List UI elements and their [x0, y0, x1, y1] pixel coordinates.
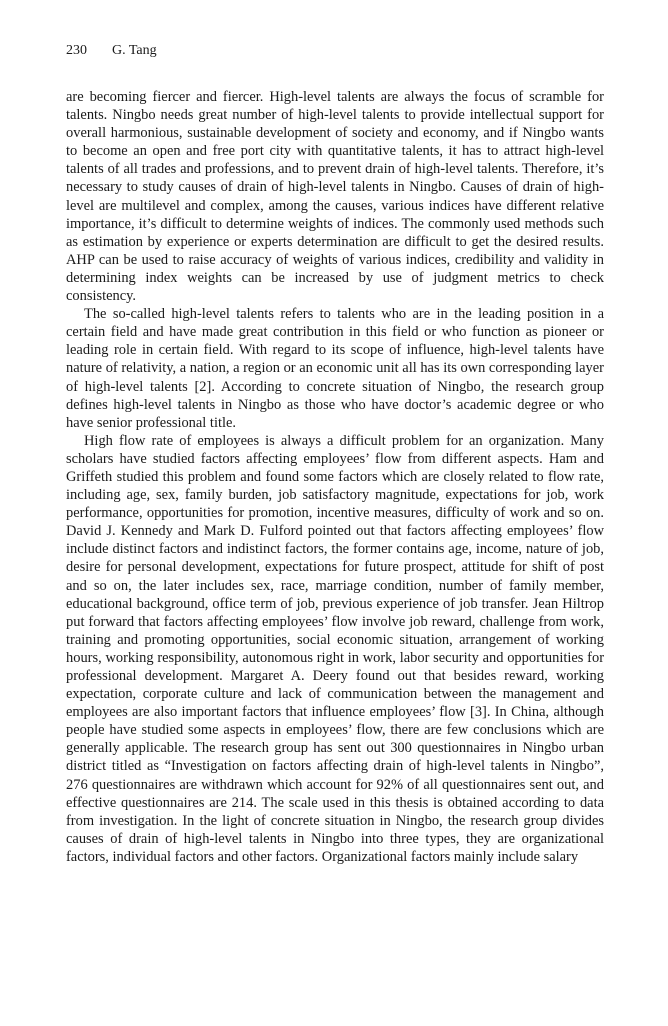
paragraph-1: are becoming fiercer and fiercer. High-level talents are always the focus of scramble for talents. Ningbo needs great number of high-level talents to provide intellectual support for overall harmonious, sustainable development of society and economy, and if Ningbo wants to become an open and free port city with quantitative talents, it has to attract high-level talents of all trades and professions, and to prevent drain of high-level talents. Therefore, it’s necessary to study causes of drain of high-level talents in Ningbo. Causes of drain of high-level are multilevel and complex, among the causes, various indices have different relative importance, it’s difficult to determine weights of indices. The commonly used methods such as estimation by experience or experts determination are difficult to get the desired results. AHP can be used to raise accuracy of weights of various indices, credibility and validity in determining index weights can be increased by use of judgment metrics to check consistency. [66, 89, 604, 305]
paragraph-2: The so-called high-level talents refers to talents who are in the leading position in a certain field and have made great contribution in this field or who function as pioneer or leading role in certain field. With regard to its scope of influence, high-level talents have nature of relativity, a nation, a region or an economic unit all has its own corresponding layer of high-level talents [2]. According to concrete situation of Ningbo, the research group defines high-level talents in Ningbo as those who have doctor’s academic degree or who have senior professional title. [66, 306, 604, 431]
author-name: G. Tang [112, 43, 157, 58]
page-number: 230 [66, 43, 87, 58]
running-header [66, 42, 157, 60]
paragraph-3: High flow rate of employees is always a difficult problem for an organization. Many scholars have studied factors affecting employees’ flow from different aspects. Ham and Griffeth studied this problem and found some factors which are closely related to flow rate, including age, sex, family burden, job satisfactory magnitude, expectations for job, work performance, opportunities for promotion, incentive measures, difficulty of work and so on. David J. Kennedy and Mark D. Fulford pointed out that factors affecting employees’ flow include distinct factors and indistinct factors, the former contains age, income, nature of job, desire for personal development, expectations for future prospect, attitude for shift of post and so on, the later includes sex, race, marriage condition, number of family member, educational background, office term of job, previous experience of job transfer. Jean Hiltrop put forward that factors affecting employees’ flow involve job reward, challenge from work, training and promoting opportunities, social economic situation, arrangement of working hours, working responsibility, autonomous right in work, labor security and opportunities for professional development. Margaret A. Deery found out that besides reward, working expectation, corporate culture and lack of communication between the management and employees are also important factors that influence employees’ flow [3]. In China, although people have studied some aspects in employees’ flow, there are few conclusions which are generally applicable. The research group has sent out 300 questionnaires in Ningbo urban district titled as “Investigation on factors affecting drain of high-level talents in Ningbo”, 276 questionnaires are withdrawn which account for 92% of all questionnaires sent out, and effective questionnaires are 214. The scale used in this thesis is obtained according to data from investigation. In the light of concrete situation in Ningbo, the research group divides causes of drain of high-level talents in Ningbo into three types, they are organizational factors, individual factors and other factors. Organizational factors mainly include salary [66, 432, 604, 865]
body-text [66, 88, 604, 866]
